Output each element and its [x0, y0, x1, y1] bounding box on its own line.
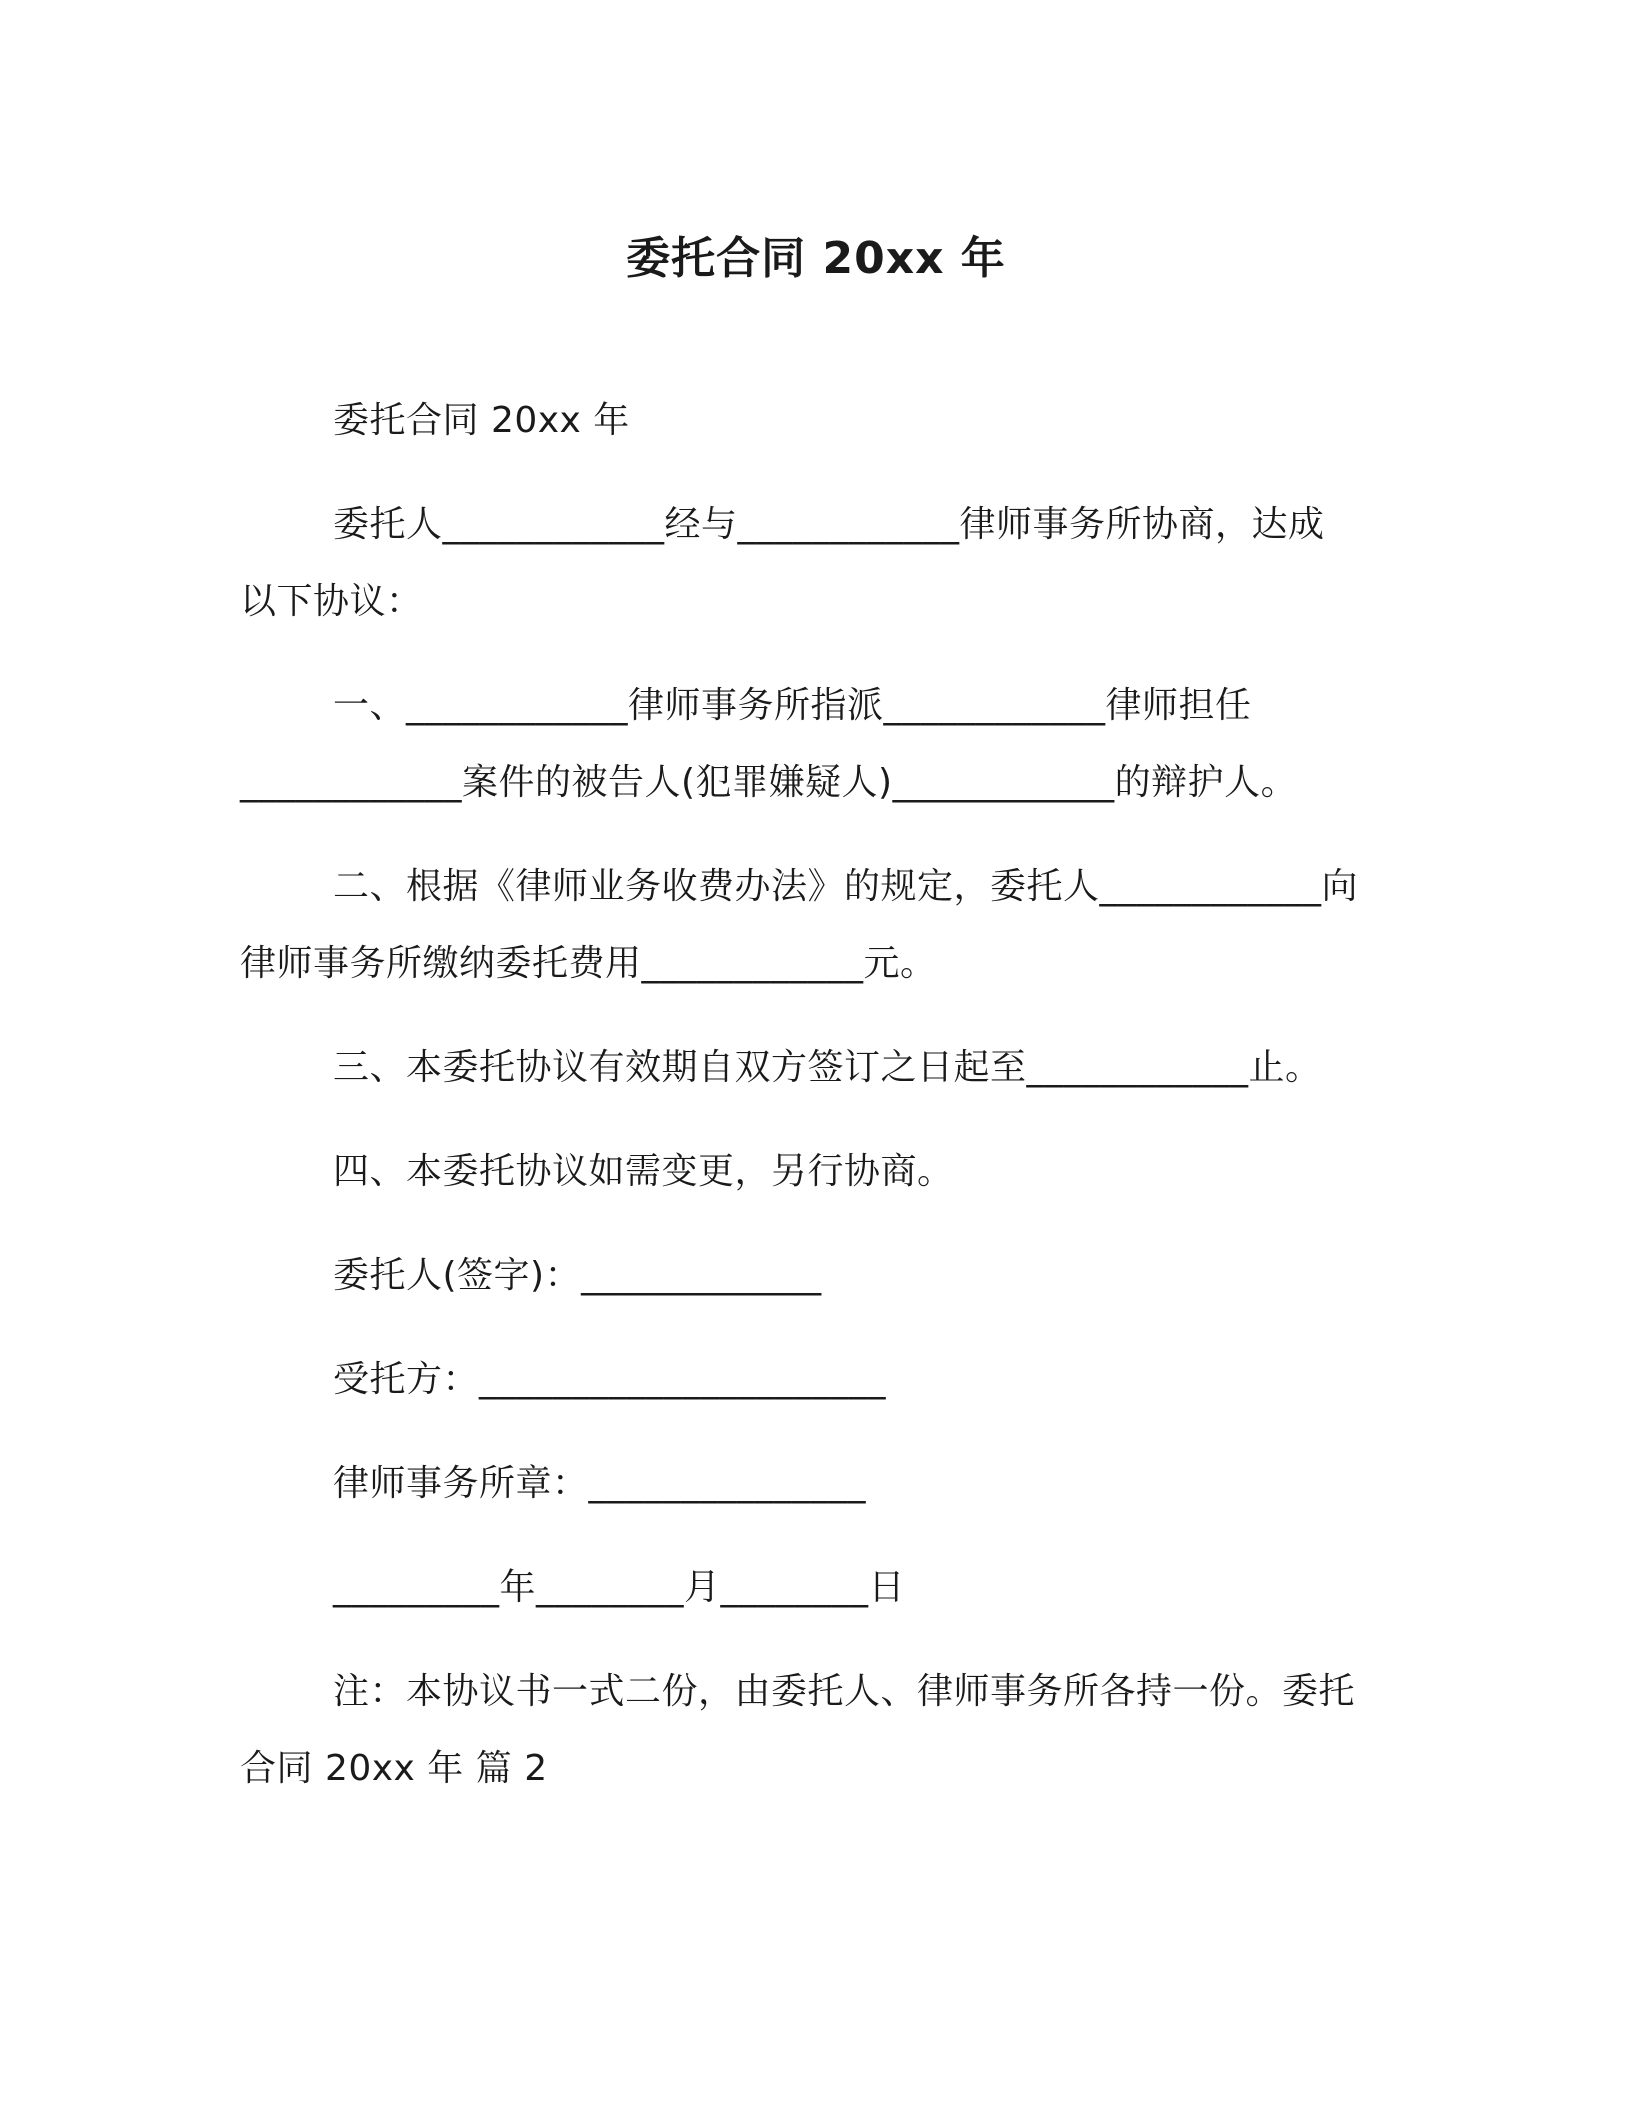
document-title: 委托合同 20xx 年	[626, 233, 1006, 284]
trustee-line: 受托方：______________________	[333, 1359, 887, 1400]
clause-2-line: 律师事务所缴纳委托费用____________元。	[240, 943, 937, 984]
note-line: 注：本协议书一式二份，由委托人、律师事务所各持一份。委托	[333, 1671, 1356, 1712]
clause-1-line: ____________案件的被告人(犯罪嫌疑人)____________的辩护人。	[240, 762, 1298, 803]
subtitle-line: 委托合同 20xx 年	[333, 400, 630, 441]
clause-2-line: 二、根据《律师业务收费办法》的规定，委托人____________向	[333, 866, 1359, 907]
clause-4-line: 四、本委托协议如需变更，另行协商。	[333, 1151, 954, 1192]
client-signature-line: 委托人(签字)：_____________	[333, 1255, 822, 1296]
date-line: _________年________月________日	[333, 1567, 905, 1608]
paragraph-line: 委托人____________经与____________律师事务所协商，达成	[333, 504, 1325, 545]
note-line: 合同 20xx 年 篇 2	[240, 1748, 548, 1789]
paragraph-line: 以下协议：	[240, 581, 423, 622]
law-firm-seal-line: 律师事务所章：_______________	[333, 1463, 867, 1504]
clause-3-line: 三、本委托协议有效期自双方签订之日起至____________止。	[333, 1047, 1322, 1088]
clause-1-line: 一、____________律师事务所指派____________律师担任	[333, 685, 1252, 726]
